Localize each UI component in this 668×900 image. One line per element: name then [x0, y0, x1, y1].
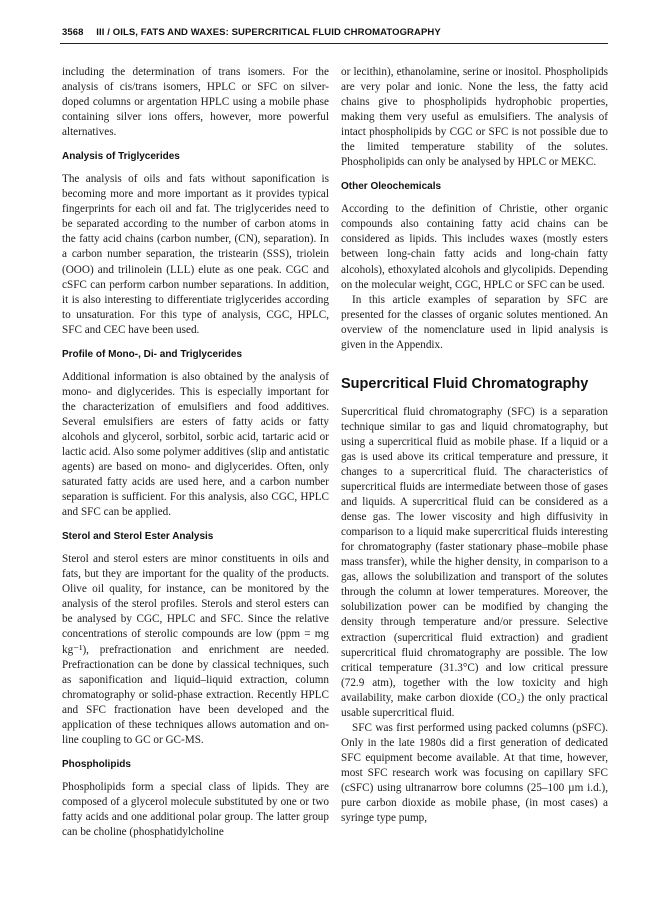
heading-other-oleochemicals: Other Oleochemicals: [341, 181, 442, 193]
heading-mono-di-triglycerides: Profile of Mono-, Di- and Triglycerides: [62, 348, 243, 360]
paragraph-sfc-1: Supercritical fluid chromatography (SFC) is a separation technique similar to gas and liquid chromatography, but using a supercritical fluid as mobile phase. If a liquid or a gas is used above its critical temperature and pressure, it changes to a supercritical fluid. The characteristics of supercritical fluids are intermediate between those of gases and liquids. A supercritical fluid can be considered as a dense gas. The lower viscosity and high diffusivity in comparison to a liquid make supercritical fluids interesting for chromatography (faster stationary phase–mobile phase mass transfer), while the higher density, in comparison to a gas, allows the solubilization and transport of the solutes through the column at lower temperatures. Moreover, the solubilization power can be modified by changing the density through temperature and/or pressure. Selective extraction (supercritical fluid extraction) and gradient supercritical fluid chromatography are possible. The low critical temperature (31.3°C) and low critical pressure (72.9 atm), together with the low toxicity and high availability, make carbon dioxide (CO₂) the only practical usable supercritical fluid.: [341, 405, 608, 719]
page-number: 3568: [62, 27, 84, 38]
paragraph-sfc-2: SFC was first performed using packed columns (pSFC). Only in the late 1980s did a first generation of dedicated SFC equipment become available. At that time, however, most SFC research work was focusing on capillary SFC (cSFC) using ultranarrow bore columns (25–100 µm i.d.), pure carbon dioxide as mobile phase, (in most cases) a syringe type pump,: [341, 721, 608, 825]
heading-sterol: Sterol and Sterol Ester Analysis: [62, 531, 214, 543]
paragraph-oleochemicals-1: According to the definition of Christie, other organic compounds also containing fatty acid chains can be considered as lipids. This includes waxes (mostly esters between long-chain fatty acids and long-chain fatty alcohols), ethoxylated alcohols and glycolipids. Depending on the molecular weight, CGC, HPLC or SFC can be used.: [341, 203, 608, 291]
heading-supercritical-fluid-chromatography: Supercritical Fluid Chromatography: [341, 375, 589, 392]
heading-triglycerides: Analysis of Triglycerides: [62, 151, 180, 163]
paragraph-phospholipids-continued: or lecithin), ethanolamine, serine or inositol. Phospholipids are very polar and ionic. None the less, the fatty acid chains give to phospholipids hydrophobic properties, making them very useful as emulsifiers. The analysis of intact phospholipids by CGC or SFC is not possible due to the limited temperature stability of the solutes. Phospholipids can only be analysed by HPLC or MEKC.: [341, 66, 608, 169]
right-column: [341, 65, 608, 826]
paragraph-intro: including the determination of trans isomers. For the analysis of cis/trans isomers, HPLC or SFC on silver-doped columns or argentation HPLC using a mobile phase containing silver ions offers, however, more powerful alternatives.: [62, 66, 329, 139]
paragraph-mono-di-triglycerides: Additional information is also obtained by the analysis of mono- and diglycerides. This is especially important for the characterization of emulsifiers and food additives. Several emulsifiers are esters of fatty acids or fatty alcohols and glycerol, sorbitol, sorbic acid, tartaric acid or lactic acid. Also some polymer additives (slip and antistatic agents) are based on mono- and diglycerides. Often, only saturated fatty acids are used here, and a carbon number separation is sufficient. For this analysis, also CGC, HPLC and SFC can be applied.: [62, 370, 329, 519]
running-head: [62, 27, 608, 38]
running-head-title: III / OILS, FATS AND WAXES: SUPERCRITICAL FLUID CHROMATOGRAPHY: [96, 27, 441, 38]
left-column: [62, 65, 329, 840]
paragraph-oleochemicals-2: In this article examples of separation by SFC are presented for the classes of organic solutes mentioned. An overview of the nomenclature used in lipid analysis is given in the Appendix.: [341, 293, 608, 351]
header-rule: [60, 43, 608, 44]
paragraph-phospholipids: Phospholipids form a special class of lipids. They are composed of a glycerol molecule substituted by one or two fatty acids and one additional polar group. The latter group can be choline (phosphatidylcholine: [62, 780, 329, 838]
paragraph-triglycerides: The analysis of oils and fats without saponification is becoming more and more important as it provides typical fingerprints for each oil and fat. The triglycerides need to be separated according to the number of carbon atoms in the fatty acid chains (carbon number, (CN), separation). In a carbon number separation, the tristearin (SSS), triolein (OOO) and trilinolein (LLL) elute as one peak. CGC and cSFC can perform carbon number separations. In addition, it is also interesting to differentiate triglycerides according to unsaturation. For this type of analysis, CGC, HPLC, SFC and CEC have been used.: [62, 173, 329, 336]
paragraph-sterol: Sterol and sterol esters are minor constituents in oils and fats, but they are important for the quality of the products. Olive oil quality, for instance, can be monitored by the analysis of the sterol profiles. Sterols and sterol esters can be analysed by CGC, HPLC and SFC. Since the relative concentrations of sterolic compounds are low (ppm = mg kg⁻¹), prefractionation and enrichment are needed. Prefractionation can be done by classical techniques, such as saponification and liquid–liquid extraction, column chromatography or solid-phase extraction. Recently HPLC and SFC fractionation have been developed and the application of these techniques allows automation and on-line coupling to GC or GC-MS.: [62, 553, 329, 746]
heading-phospholipids: Phospholipids: [62, 758, 131, 770]
